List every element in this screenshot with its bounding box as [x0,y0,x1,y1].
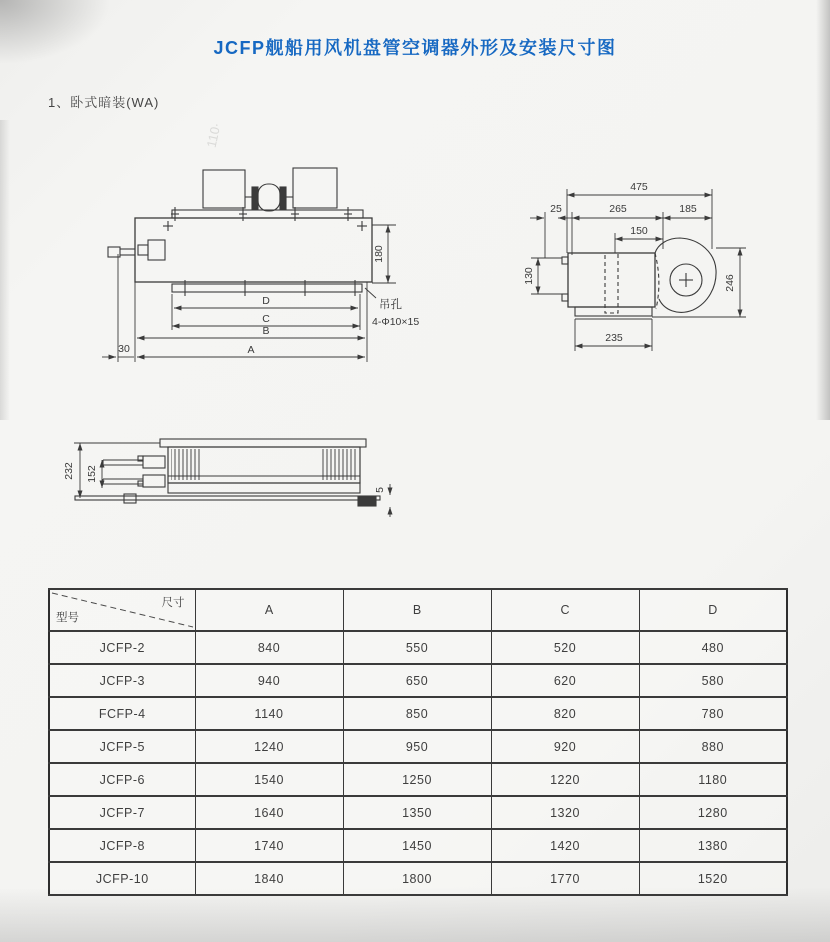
dim-label-152: 152 [86,465,98,483]
value-cell: 1640 [195,796,343,829]
left-tab-bottom [562,294,568,301]
value-cell: 1380 [639,829,787,862]
column-header-C: C [491,589,639,631]
value-cell: 780 [639,697,787,730]
table-row [49,796,787,829]
value-cell: 940 [195,664,343,697]
value-cell: 1240 [195,730,343,763]
dimension-table [48,588,788,896]
value-cell: 1320 [491,796,639,829]
value-cell: 880 [639,730,787,763]
valve-box [148,240,165,260]
value-cell: 1180 [639,763,787,796]
left-tab-top [562,257,568,264]
hole-note-label: 吊孔 [379,299,402,311]
value-cell: 850 [343,697,491,730]
front-unit-outline [108,168,372,296]
dim-label-235: 235 [605,332,623,344]
value-cell: 950 [343,730,491,763]
hole-note-spec: 4-Φ10×15 [372,316,420,328]
pipe-connector-bottom [143,475,165,487]
dim-label-30: 30 [118,343,130,355]
unit-body [135,218,372,282]
model-cell: FCFP-4 [49,697,195,730]
bottom-view-drawing [50,418,420,528]
value-cell: 1140 [195,697,343,730]
dim-label-A: A [247,344,255,356]
value-cell: 1250 [343,763,491,796]
value-cell: 1800 [343,862,491,895]
dim-label-246: 246 [724,274,736,292]
value-cell: 520 [491,631,639,664]
coil-fins-right [322,449,357,480]
hole-center-marks [163,221,367,231]
table-row [49,664,787,697]
dim-label-25: 25 [550,203,562,215]
base-flange [575,307,652,316]
table-row [49,730,787,763]
table-row [49,697,787,730]
value-cell: 1420 [491,829,639,862]
value-cell: 1770 [491,862,639,895]
value-cell: 1350 [343,796,491,829]
table-row [49,763,787,796]
inner-channel [605,253,618,313]
model-cell: JCFP-2 [49,631,195,664]
page-title: JCFP舰船用风机盘管空调器外形及安装尺寸图 [213,38,617,58]
model-cell: JCFP-8 [49,829,195,862]
dim-label-185: 185 [679,203,697,215]
pipe-connector-top [143,456,165,468]
column-header-D: D [639,589,787,631]
dim-label-B: B [262,325,270,337]
corner-header-cell [49,589,195,631]
dim-label-150: 150 [630,225,648,237]
dim-label-265: 265 [609,203,627,215]
dim-label-130: 130 [523,267,535,285]
dim-label-D: D [262,295,270,307]
coil-fins-left [171,449,201,480]
motor-end-left [252,187,258,209]
value-cell: 920 [491,730,639,763]
model-cell: JCFP-6 [49,763,195,796]
faint-watermark: 110· [203,121,224,149]
bottom-rail [75,496,380,500]
model-cell: JCFP-3 [49,664,195,697]
dim-label-C: C [262,313,270,325]
value-cell: 1280 [639,796,787,829]
table-row [49,631,787,664]
left-fan-housing [203,170,245,208]
valve-body [138,245,148,255]
value-cell: 1450 [343,829,491,862]
section-label: 1、卧式暗装(WA) [48,95,160,110]
top-plate [160,439,366,447]
side-dimensions [530,189,746,351]
dim-label-5: 5 [374,487,386,493]
scan-shadow-left [0,120,10,420]
rail-block-left [124,494,136,503]
dim-label-180: 180 [373,245,385,263]
corner-label-model: 型号 [56,612,79,624]
value-cell: 1220 [491,763,639,796]
value-cell: 1740 [195,829,343,862]
value-cell: 620 [491,664,639,697]
model-cell: JCFP-5 [49,730,195,763]
rail-block-right [358,497,376,506]
scan-shadow-right [816,0,830,420]
value-cell: 820 [491,697,639,730]
side-body [568,253,655,307]
motor-end-right [280,187,286,209]
dim-label-232: 232 [63,462,75,480]
table-row [49,862,787,895]
bottom-unit-outline [75,439,380,506]
value-cell: 1520 [639,862,787,895]
value-cell: 580 [639,664,787,697]
column-header-A: A [195,589,343,631]
lower-casing [168,483,360,493]
front-view-drawing [70,112,420,372]
value-cell: 550 [343,631,491,664]
table-row [49,829,787,862]
side-view-drawing [518,163,818,363]
column-header-B: B [343,589,491,631]
right-fan-housing [293,168,337,208]
front-dimensions [102,225,396,362]
bottom-tray [172,284,362,292]
side-unit-outline [562,238,716,319]
value-cell: 840 [195,631,343,664]
model-cell: JCFP-10 [49,862,195,895]
value-cell: 480 [639,631,787,664]
value-cell: 1540 [195,763,343,796]
model-cell: JCFP-7 [49,796,195,829]
value-cell: 1840 [195,862,343,895]
dim-label-475: 475 [630,181,648,193]
value-cell: 650 [343,664,491,697]
table-header-row [49,589,787,631]
corner-label-size: 尺寸 [161,597,185,609]
motor-body [258,184,280,211]
